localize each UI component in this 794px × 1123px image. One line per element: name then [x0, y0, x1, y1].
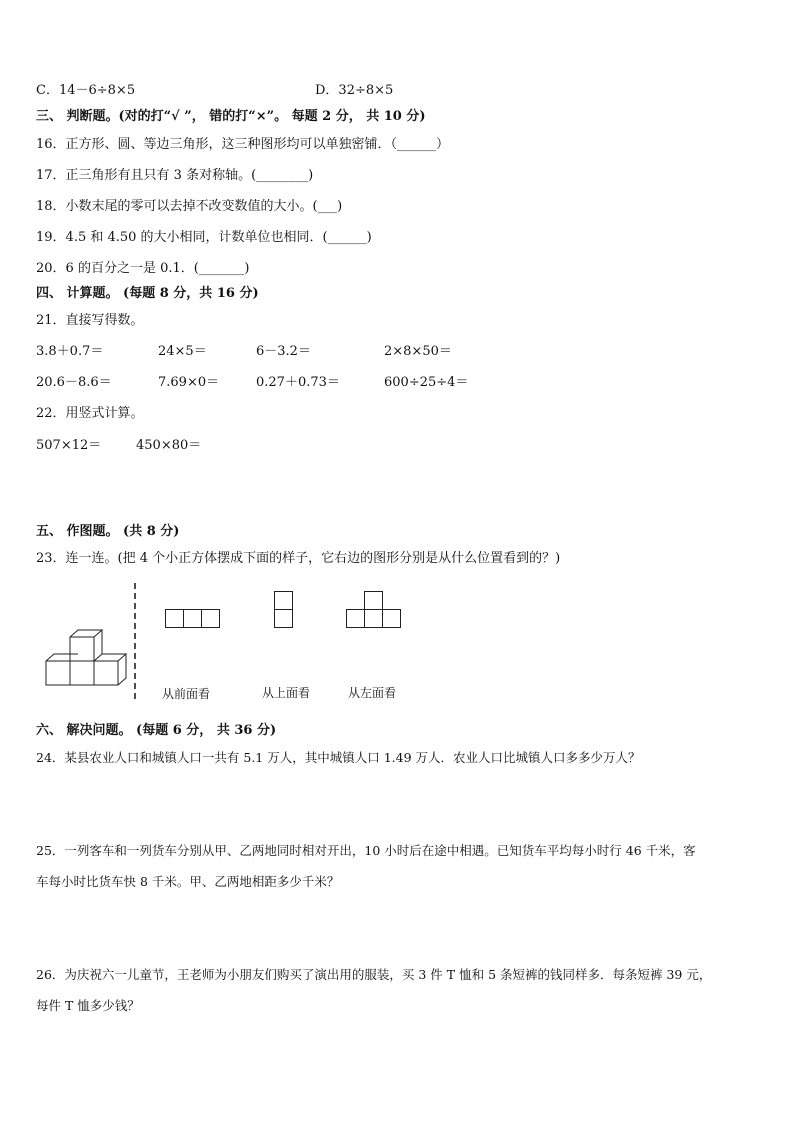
vertical-calc-item: 507×12＝ — [36, 438, 102, 453]
question-21: 21．直接写得数。 — [36, 313, 144, 328]
section3-title: 三、 判断题。(对的打“√ ”， 错的打“×”。 每题 2 分， 共 10 分) — [36, 109, 426, 124]
question-17: 17．正三角形有且只有 3 条对称轴。(________) — [36, 168, 314, 183]
option-d: D．32÷8×5 — [315, 83, 394, 98]
calc-item: 0.27＋0.73＝ — [256, 375, 340, 390]
calc-item: 2×8×50＝ — [384, 344, 452, 359]
section4-title: 四、 计算题。 (每题 8 分，共 16 分) — [36, 286, 259, 301]
calc-item: 7.69×0＝ — [158, 375, 220, 390]
question-22: 22．用竖式计算。 — [36, 406, 144, 421]
calc-item: 3.8＋0.7＝ — [36, 344, 104, 359]
vertical-calc-item: 450×80＝ — [136, 438, 202, 453]
dashed-divider — [130, 583, 140, 703]
section6-title: 六、 解决问题。 (每题 6 分， 共 36 分) — [36, 723, 277, 738]
question-19: 19．4.5 和 4.50 的大小相同，计数单位也相同．(______) — [36, 230, 372, 245]
section5-title: 五、 作图题。 (共 8 分) — [36, 524, 180, 539]
question-26-line2: 每件 T 恤多少钱？ — [36, 998, 140, 1013]
question-16: 16．正方形、圆、等边三角形，这三种图形均可以单独密铺．（______） — [36, 137, 450, 152]
question-18: 18．小数末尾的零可以去掉不改变数值的大小。(___) — [36, 199, 343, 214]
calc-item: 6－3.2＝ — [256, 344, 311, 359]
question-25-line2: 车每小时比货车快 8 千米。甲、乙两地相距多少千米？ — [36, 874, 340, 889]
caption-left-view: 从左面看 — [348, 686, 397, 700]
caption-front-view: 从前面看 — [162, 687, 211, 701]
question-24: 24．某县农业人口和城镇人口一共有 5.1 万人，其中城镇人口 1.49 万人．农业人口比城镇人口多多少万人？ — [36, 750, 641, 765]
calc-item: 600÷25÷4＝ — [384, 375, 469, 390]
cube-arrangement-figure — [40, 625, 130, 691]
calc-item: 20.6－8.6＝ — [36, 375, 112, 390]
caption-top-view: 从上面看 — [262, 686, 311, 700]
option-c: C．14－6÷8×5 — [36, 83, 136, 98]
question-26-line1: 26．为庆祝六一儿童节，王老师为小朋友们购买了演出用的服装，买 3 件 T 恤和 5 条短裤的钱同样多．每条短裤 39 元， — [36, 967, 712, 982]
question-25-line1: 25．一列客车和一列货车分别从甲、乙两地同时相对开出，10 小时后在途中相遇。已知货车平均每小时行 46 千米，客 — [36, 843, 696, 858]
calc-item: 24×5＝ — [158, 344, 207, 359]
question-20: 20．6 的百分之一是 0.1．(_______) — [36, 261, 250, 276]
question-23: 23．连一连。(把 4 个小正方体摆成下面的样子，它右边的图形分别是从什么位置看到的？) — [36, 551, 561, 566]
